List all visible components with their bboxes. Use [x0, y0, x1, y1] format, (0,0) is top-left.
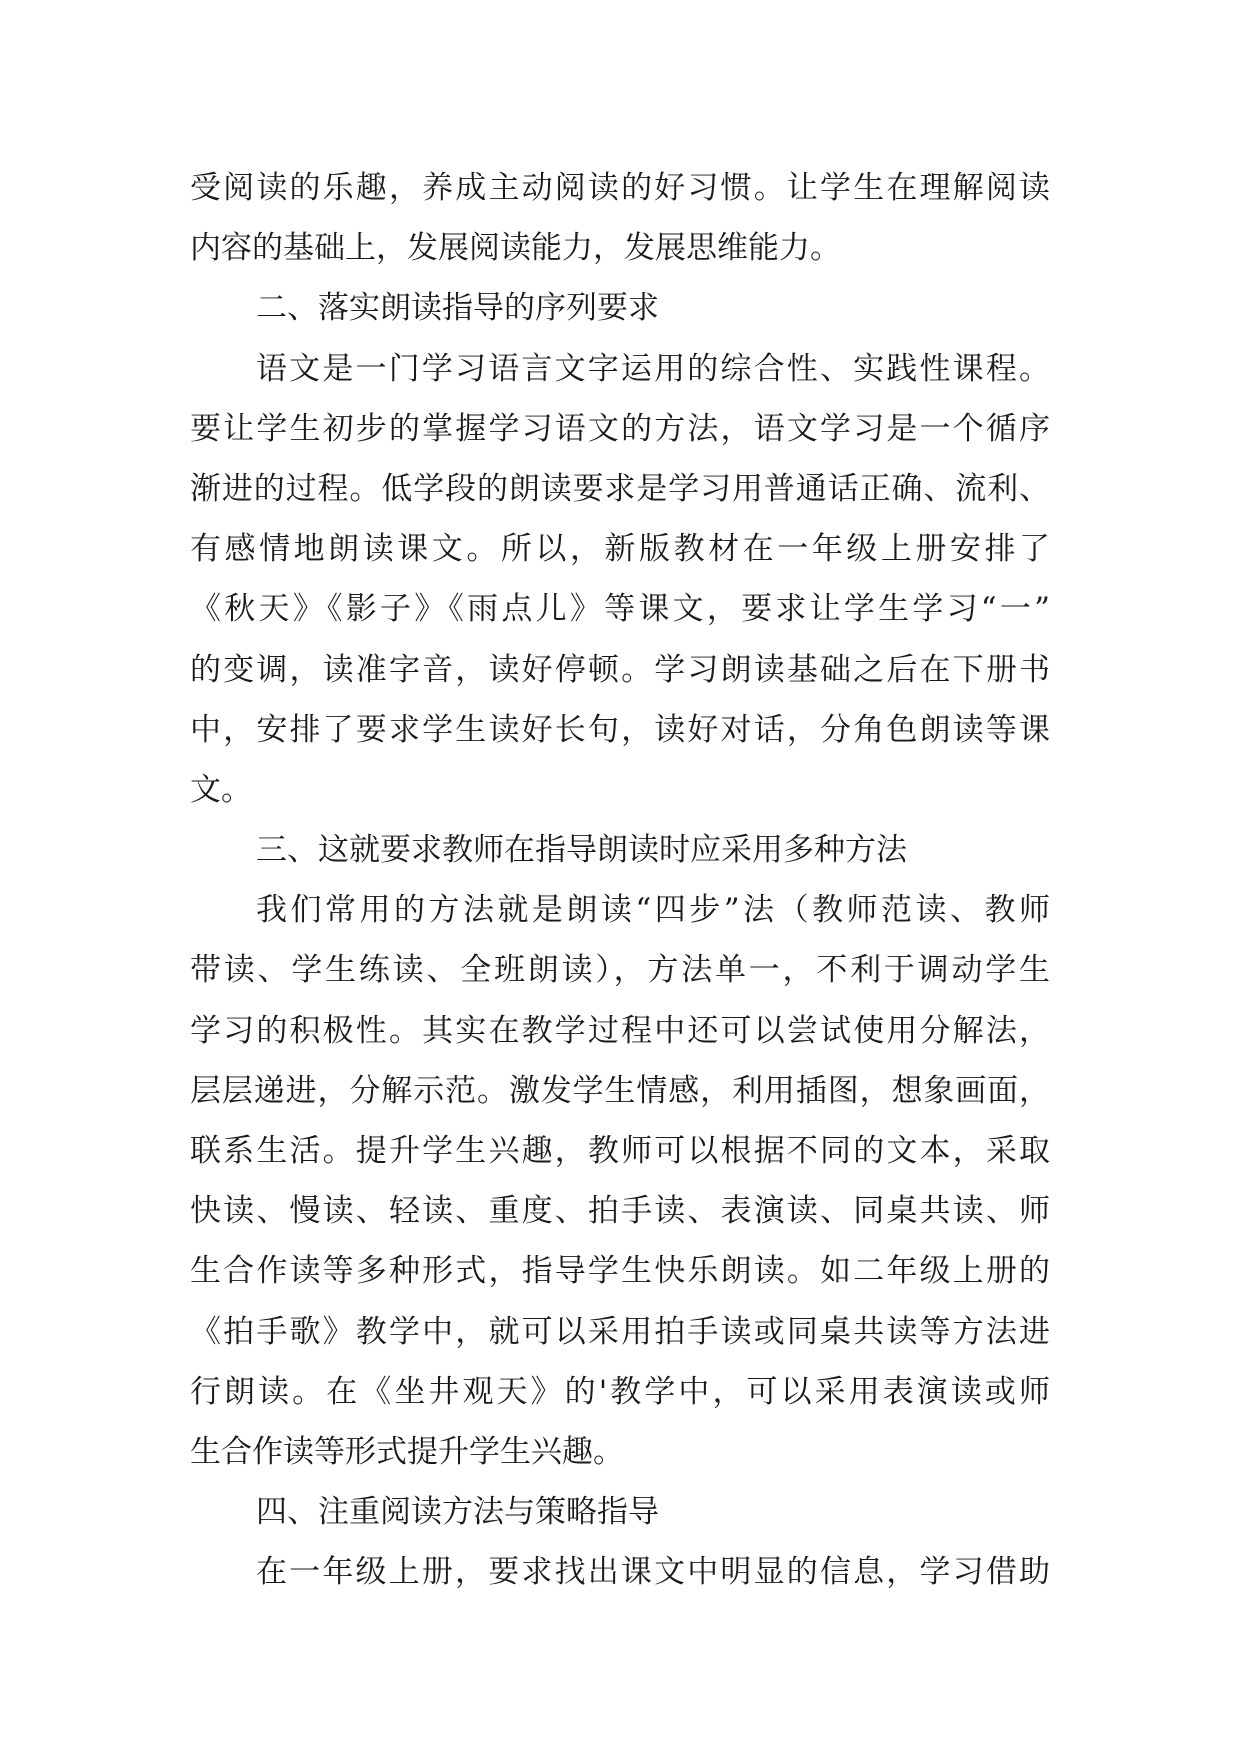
paragraph-first-line: 四、注重阅读方法与策略指导 [256, 1494, 659, 1531]
text-line: 带读、学生练读、全班朗读），方法单一，不利于调动学生 [190, 952, 1050, 989]
text-line: 《秋天》《影子》《雨点儿》等课文，要求让学生学习“一” [190, 591, 1050, 628]
text-line: 快读、慢读、轻读、重度、拍手读、表演读、同桌共读、师 [190, 1193, 1050, 1230]
text-line: 文。 [190, 771, 252, 808]
text-line: 受阅读的乐趣，养成主动阅读的好习惯。让学生在理解阅读 [190, 170, 1050, 206]
text-line: 生合作读等多种形式，指导学生快乐朗读。如二年级上册的 [190, 1253, 1050, 1290]
paragraph-first-line: 在一年级上册，要求找出课文中明显的信息，学习借助 [256, 1554, 1050, 1591]
paragraph-first-line: 二、落实朗读指导的序列要求 [256, 290, 659, 327]
text-line: 中，安排了要求学生读好长句，读好对话，分角色朗读等课 [190, 711, 1050, 748]
text-line: 联系生活。提升学生兴趣，教师可以根据不同的文本，采取 [190, 1133, 1050, 1169]
text-line: 有感情地朗读课文。所以，新版教材在一年级上册安排了 [190, 531, 1050, 568]
text-line: 要让学生初步的掌握学习语文的方法，语文学习是一个循序 [190, 410, 1050, 447]
paragraph-first-line: 三、这就要求教师在指导朗读时应采用多种方法 [256, 832, 907, 869]
text-line: 内容的基础上，发展阅读能力，发展思维能力。 [190, 230, 841, 267]
text-line: 的变调，读准字音，读好停顿。学习朗读基础之后在下册书 [190, 651, 1050, 688]
document-body [190, 158, 1050, 1603]
text-line: 《拍手歌》教学中，就可以采用拍手读或同桌共读等方法进 [190, 1313, 1050, 1350]
text-line: 层层递进，分解示范。激发学生情感，利用插图，想象画面， [190, 1072, 1050, 1109]
paragraph-first-line: 语文是一门学习语言文字运用的综合性、实践性课程。 [256, 350, 1050, 387]
text-line: 学习的积极性。其实在教学过程中还可以尝试使用分解法， [190, 1012, 1050, 1049]
paragraph-first-line: 我们常用的方法就是朗读“四步”法（教师范读、教师 [256, 892, 1050, 929]
text-line: 渐进的过程。低学段的朗读要求是学习用普通话正确、流利、 [190, 470, 1050, 507]
text-line: 生合作读等形式提升学生兴趣。 [190, 1433, 624, 1470]
text-line: 行朗读。在《坐井观天》的'教学中，可以采用表演读或师 [190, 1373, 1050, 1410]
